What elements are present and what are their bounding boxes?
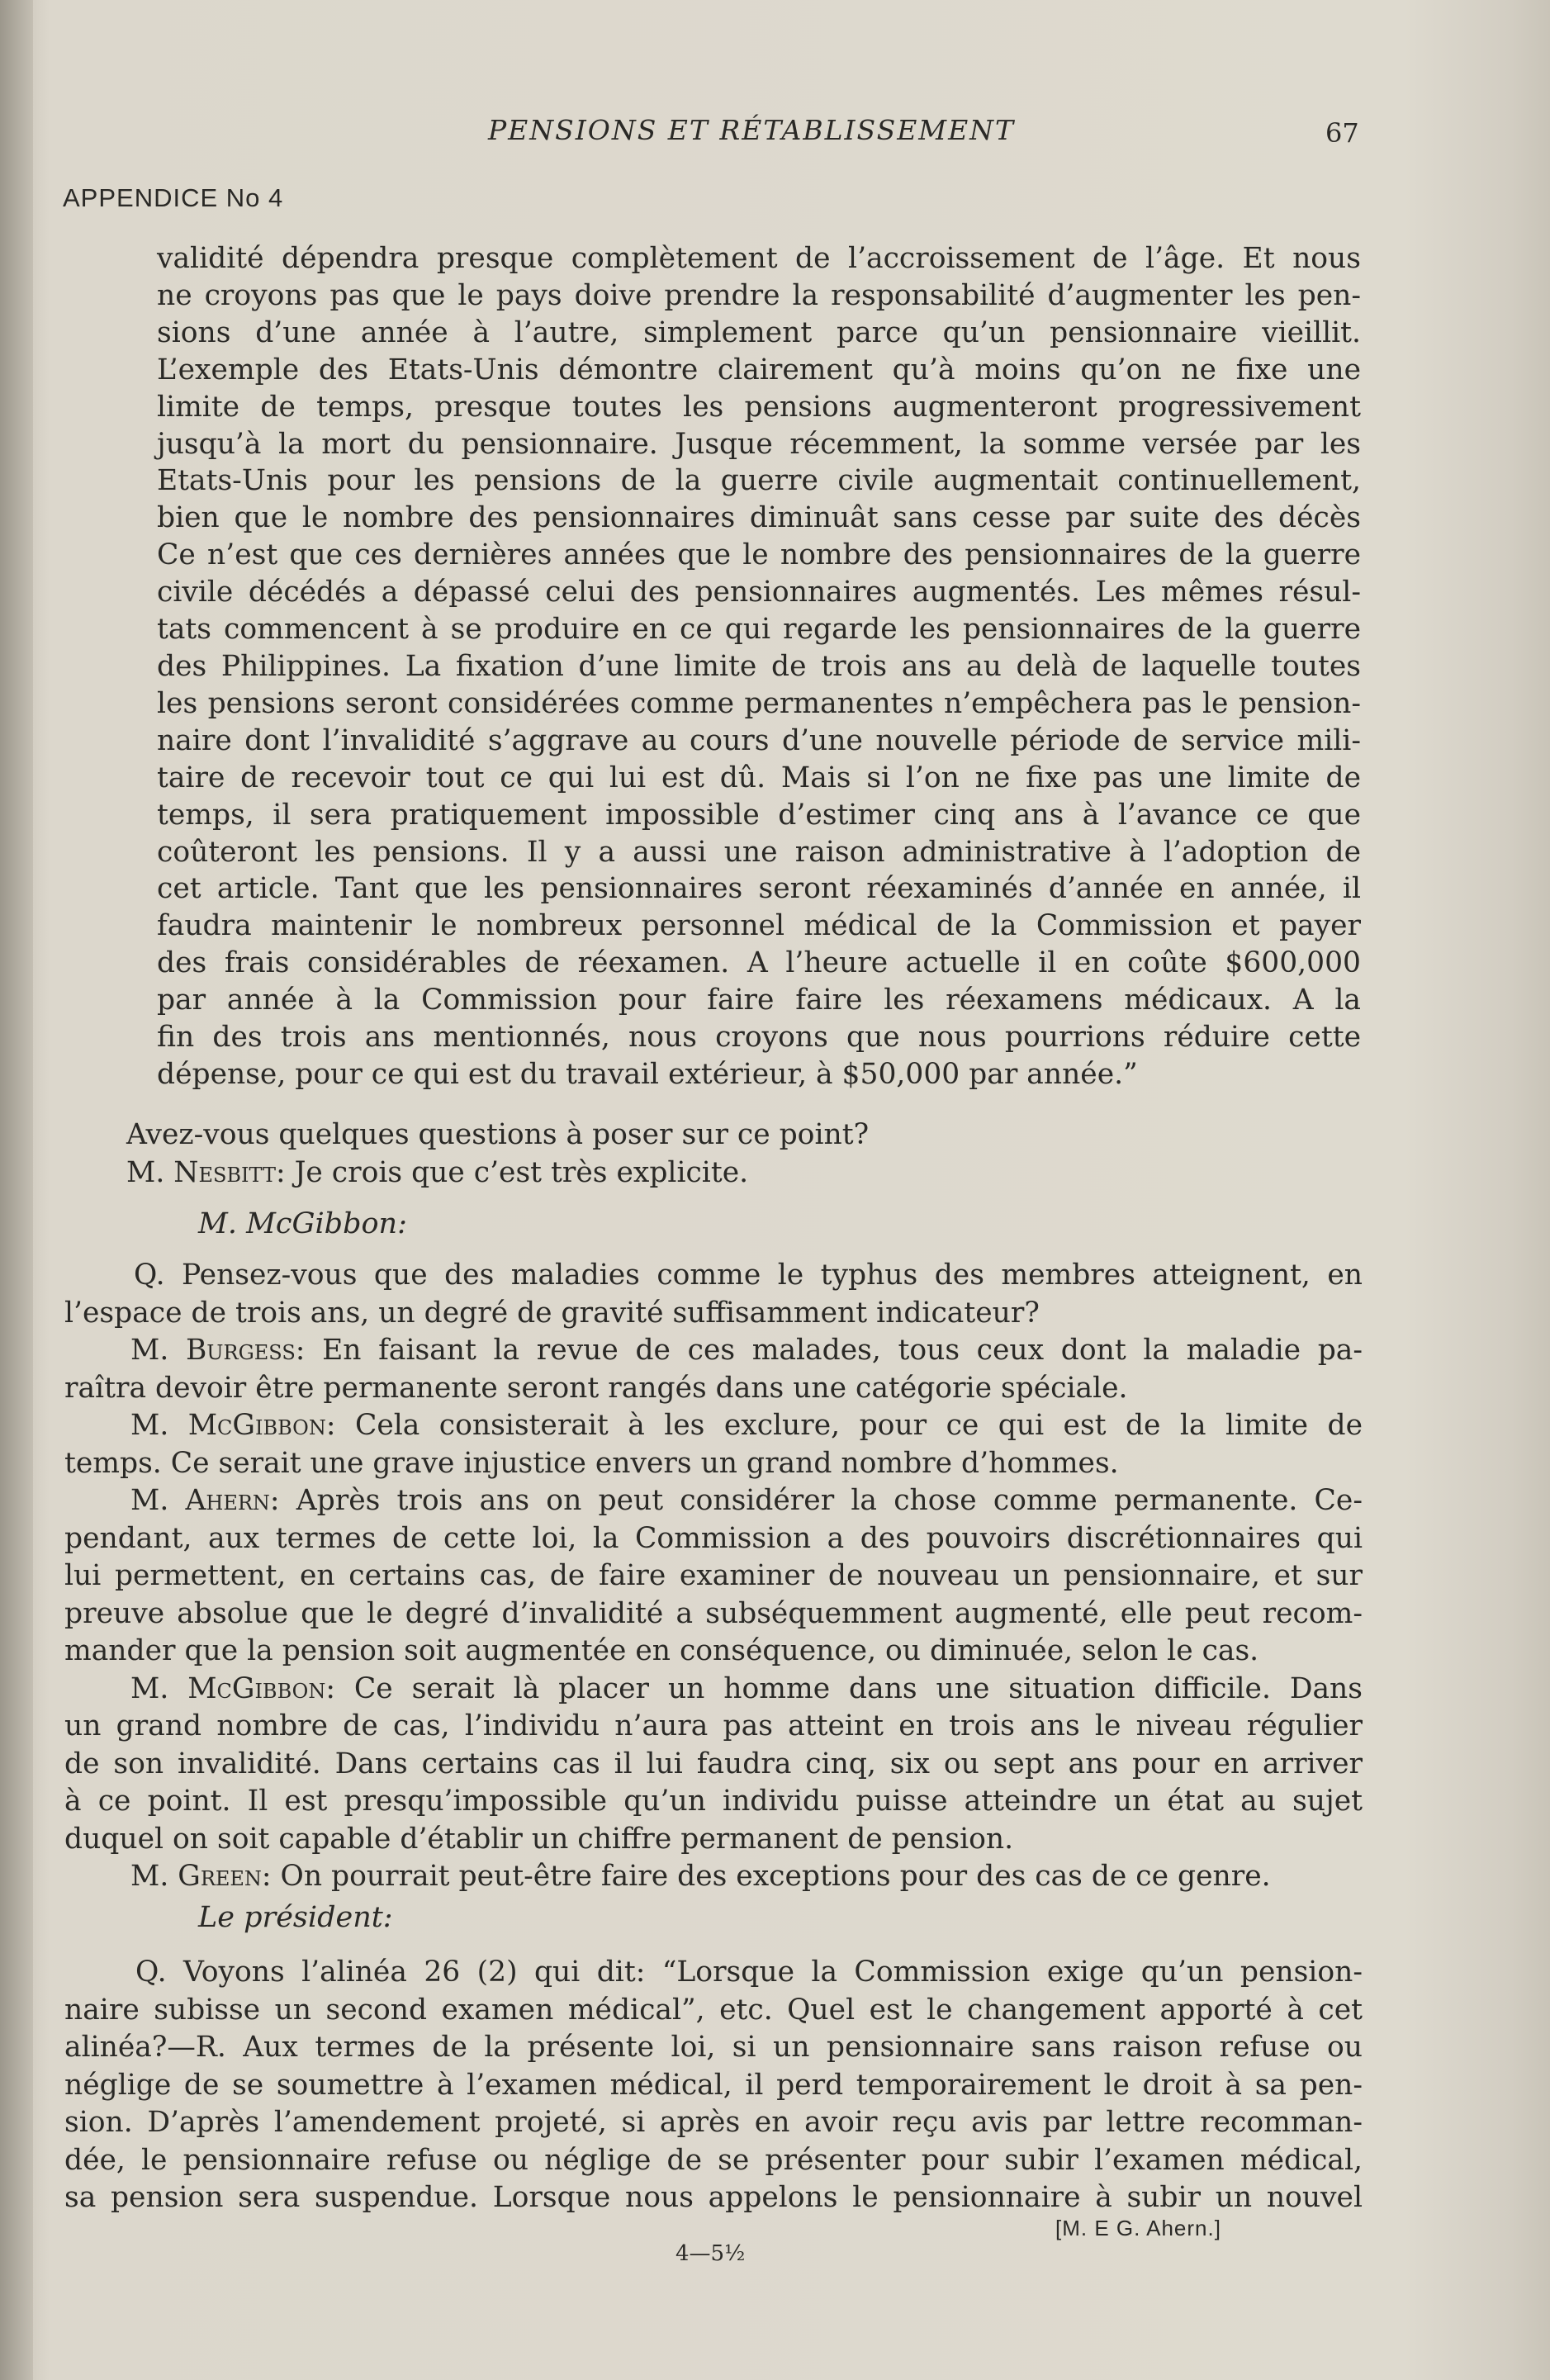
mcgibbon-reply-line-1 <box>64 1407 1363 1445</box>
quoted-statement <box>157 240 1361 1093</box>
quote-line: Etats-Unis pour les pensions de la guerre civile augmentait continuellement, <box>157 464 1361 498</box>
mcgibbon-2-line-2: un grand nombre de cas, l’individu n’aura pas atteint en trois ans le niveau régulier <box>64 1709 1363 1742</box>
quote-line: taire de recevoir tout ce qui lui est dû. Mais si l’on ne fixe pas une limite de <box>157 761 1361 794</box>
ahern-line-3: lui permettent, en certains cas, de faire examiner de nouveau un pensionnaire, et sur <box>64 1559 1363 1592</box>
quote-line: bien que le nombre des pensionnaires diminuât sans cesse par suite des décès <box>157 501 1361 535</box>
president-line-3: alinéa?—R. Aux termes de la présente loi, si un pensionnaire sans raison refuse ou <box>64 2031 1363 2064</box>
quote-line: ne croyons pas que le pays doive prendre la responsabilité d’augmenter les pen- <box>157 278 1361 312</box>
section-heading-president: Le président: <box>198 1901 393 1934</box>
green-text: On pourrait peut-être faire des exceptions pour des cas de ce genre. <box>280 1860 1271 1893</box>
president-line-2: naire subisse un second examen médical”, etc. Quel est le changement apporté à cet <box>64 1993 1363 2027</box>
president-line-7: sa pension sera suspendue. Lorsque nous appelons le pensionnaire à subir un nouvel <box>64 2181 1363 2214</box>
speaker-mcgibbon-2: M. McGibbon: <box>130 1671 335 1705</box>
dialogue-block <box>64 1257 1363 1896</box>
quote-line: naire dont l’invalidité s’aggrave au cours d’une nouvelle période de service mili- <box>157 723 1361 757</box>
mcgibbon-reply-line-2: temps. Ce serait une grave injustice envers un grand nombre d’hommes. <box>64 1446 1119 1480</box>
speaker-attribution: [M. E G. Ahern.] <box>1055 2216 1221 2240</box>
quote-line: coûteront les pensions. Il y a aussi une raison administrative à l’adoption de <box>157 835 1361 869</box>
president-dialogue <box>64 1954 1363 2217</box>
ahern-line-5: mander que la pension soit augmentée en conséquence, ou diminuée, selon le cas. <box>64 1634 1259 1667</box>
question-line: Avez-vous quelques questions à poser sur ce point? <box>126 1118 870 1151</box>
burgess-line-2: raîtra devoir être permanente seront rangés dans une catégorie spéciale. <box>64 1371 1128 1405</box>
speaker-burgess: M. Burgess: <box>130 1334 306 1367</box>
quote-line: sions d’une année à l’autre, simplement parce qu’un pensionnaire vieillit. <box>157 315 1361 349</box>
burgess-line-1 <box>64 1332 1363 1370</box>
nesbitt-text: Je crois que c’est très explicite. <box>294 1155 749 1189</box>
green-line <box>64 1858 1363 1896</box>
president-line-6: dée, le pensionnaire refuse ou néglige de se présenter pour subir l’examen médical, <box>64 2143 1363 2177</box>
speaker-ahern: M. Ahern: <box>130 1484 280 1517</box>
quote-line: limite de temps, presque toutes les pensions augmenteront progressivement <box>157 390 1361 424</box>
quote-line: des frais considérables de réexamen. A l’heure actuelle il en coûte $600,000 <box>157 946 1361 980</box>
mcgibbon-question-line-2: l’espace de trois ans, un degré de gravité suffisamment indicateur? <box>64 1296 1040 1330</box>
quote-line: L’exemple des Etats-Unis démontre clairement qu’à moins qu’on ne fixe une <box>157 353 1361 386</box>
quote-line: les pensions seront considérées comme permanentes n’empêchera pas le pension- <box>157 686 1361 720</box>
president-line-5: sion. D’après l’amendement projeté, si après en avoir reçu avis par lettre recomman- <box>64 2106 1363 2139</box>
running-header-title: PENSIONS ET RÉTABLISSEMENT <box>487 114 1016 146</box>
mcgibbon-2-line-5: duquel on soit capable d’établir un chiffre permanent de pension. <box>64 1822 1014 1856</box>
president-line-4: néglige de se soumettre à l’examen médical, il perd temporairement le droit à sa pen- <box>64 2068 1363 2102</box>
mcgibbon-reply-text: Cela consisterait à les exclure, pour ce qui est de la limite de <box>354 1409 1363 1442</box>
mcgibbon-2-line-1 <box>64 1671 1363 1709</box>
speaker-green: M. Green: <box>130 1860 272 1893</box>
quote-line: temps, il sera pratiquement impossible d’estimer cinq ans à l’avance ce que <box>157 798 1361 832</box>
printer-signature-mark: 4—5½ <box>675 2241 746 2266</box>
quote-line: fin des trois ans mentionnés, nous croyons que nous pourrions réduire cette <box>157 1021 1361 1055</box>
ahern-line-2: pendant, aux termes de cette loi, la Commission a des pouvoirs discrétionnaires qui <box>64 1521 1363 1555</box>
quote-line: dépense, pour ce qui est du travail extérieur, à $50,000 par année.” <box>157 1057 1138 1091</box>
speaker-mcgibbon: M. McGibbon: <box>130 1409 336 1442</box>
president-line-1: Q. Voyons l’alinéa 26 (2) qui dit: “Lorsque la Commission exige qu’un pension- <box>135 1956 1363 1989</box>
quote-line: Ce n’est que ces dernières années que le nombre des pensionnaires de la guerre <box>157 538 1361 572</box>
speaker-nesbitt: M. Nesbitt: <box>126 1155 286 1189</box>
appendix-label: APPENDICE No 4 <box>63 183 284 212</box>
quote-line: par année à la Commission pour faire faire les réexamens médicaux. A la <box>157 984 1361 1017</box>
nesbitt-line <box>64 1154 1363 1192</box>
quote-line: tats commencent à se produire en ce qui regarde les pensionnaires de la guerre <box>157 613 1361 647</box>
quote-line: cet article. Tant que les pensionnaires seront réexaminés d’année en année, il <box>157 872 1361 906</box>
page-number: 67 <box>1325 117 1359 149</box>
ahern-line-1 <box>64 1482 1363 1520</box>
quote-line: validité dépendra presque complètement de l’accroissement de l’âge. Et nous <box>157 242 1361 275</box>
burgess-text: En faisant la revue de ces malades, tous ceux dont la maladie pa- <box>322 1334 1363 1367</box>
quote-line: faudra maintenir le nombreux personnel médical de la Commission et payer <box>157 909 1361 943</box>
ahern-text: Après trois ans on peut considérer la chose comme permanente. Ce- <box>296 1484 1363 1517</box>
section-heading-mcgibbon: M. McGibbon: <box>198 1207 407 1240</box>
exchange-nesbitt <box>64 1117 1363 1192</box>
mcgibbon-2-line-3: de son invalidité. Dans certains cas il lui faudra cinq, six ou sept ans pour en arriver <box>64 1747 1363 1780</box>
quote-line: jusqu’à la mort du pensionnaire. Jusque récemment, la somme versée par les <box>157 427 1361 461</box>
mcgibbon-question-line-1: Q. Pensez-vous que des maladies comme le typhus des membres atteignent, en <box>134 1259 1363 1292</box>
quote-line: des Philippines. La fixation d’une limite de trois ans au delà de laquelle toutes <box>157 649 1361 683</box>
ahern-line-4: preuve absolue que le degré d’invalidité a subséquemment augmenté, elle peut recom- <box>64 1596 1363 1630</box>
mcgibbon-2-line-4: à ce point. Il est presqu’impossible qu’un individu puisse atteindre un état au sujet <box>64 1785 1363 1818</box>
quote-line: civile décédés a dépassé celui des pensionnaires augmentés. Les mêmes résul- <box>157 576 1361 609</box>
mcgibbon-2-text: Ce serait là placer un homme dans une situation difficile. Dans <box>353 1671 1363 1705</box>
book-spine-shadow <box>0 0 33 2380</box>
